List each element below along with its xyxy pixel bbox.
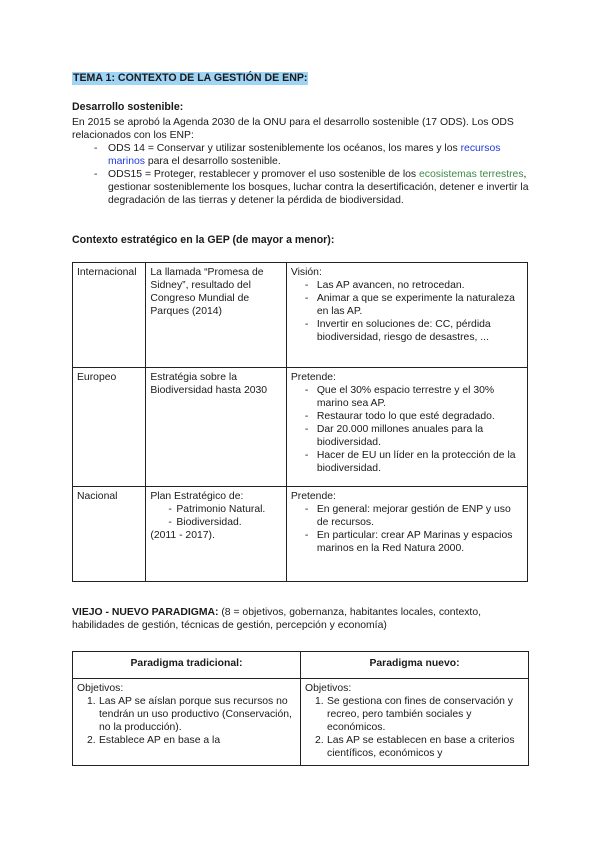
plan-cell: Estratégia sobre la Biodiversidad hasta 2030 <box>146 368 286 487</box>
paradigm-table <box>72 651 529 766</box>
item-text: Las AP se establecen en base a criterios científicos, económicos y <box>327 735 515 759</box>
list-item <box>305 695 524 734</box>
list-item: - Biodiversidad. <box>150 516 281 529</box>
list-item <box>77 695 296 734</box>
paradigm-heading: VIEJO - NUEVO PARADIGMA: <box>72 607 219 618</box>
goals-head: Pretende: <box>290 491 336 502</box>
table-row <box>73 679 529 766</box>
paradigm-intro <box>72 606 534 632</box>
list-item: - Animar a que se experimente la naturaleza en las AP. <box>291 292 523 318</box>
plan-head: Plan Estratégico de: <box>150 491 244 502</box>
ods15-item <box>72 168 534 207</box>
context-table <box>72 262 528 582</box>
list-item: - En particular: crear AP Marinas y espacios marinos en la Red Natura 2000. <box>291 529 523 555</box>
paradigm-description: (8 = objetivos, gobernanza, habitantes locales, contexto, habilidades de gestión, técnicas de gestión, percepción y economía) <box>72 607 481 631</box>
goals-head: Pretende: <box>290 372 336 383</box>
item-text: Se gestiona con fines de conservación y recreo, pero también sociales y económicos. <box>327 696 513 733</box>
old-objectives-head: Objetivos: <box>77 683 124 694</box>
goals-head: Visión: <box>290 267 322 278</box>
level-cell: Europeo <box>73 368 146 487</box>
list-item: - Que el 30% espacio terrestre y el 30% marino sea AP. <box>291 384 523 410</box>
sustainable-section <box>72 116 534 207</box>
list-item: - Hacer de EU un líder en la protección de la biodiversidad. <box>291 449 523 475</box>
column-header-new: Paradigma nuevo: <box>301 652 529 679</box>
recursos-marinos-link[interactable]: recursos marinos <box>108 143 501 167</box>
item-number: 2. <box>87 735 96 746</box>
table-header-row <box>73 652 529 679</box>
ecosistemas-terrestres-link[interactable]: ecosistemas terrestres <box>419 169 524 180</box>
item-number: 2. <box>315 735 324 746</box>
goals-cell <box>286 263 527 368</box>
item-number: 1. <box>315 696 324 707</box>
list-item: - Las AP avancen, no retrocedan. <box>291 279 523 292</box>
section-heading-sustainable: Desarrollo sostenible: <box>72 101 184 113</box>
table-row <box>73 263 528 368</box>
list-item <box>305 734 524 760</box>
level-cell: Internacional <box>73 263 146 368</box>
page-title: TEMA 1: CONTEXTO DE LA GESTIÓN DE ENP: <box>73 72 308 84</box>
ods14-text: ODS 14 = Conservar y utilizar sosteniblemente los océanos, los mares y los <box>108 143 461 154</box>
list-item: - Patrimonio Natural. <box>150 503 281 516</box>
item-text: Las AP se aíslan porque sus recursos no tendrán un uso productivo (Conservación, no la producción). <box>99 696 292 733</box>
ods14-item <box>72 142 534 168</box>
list-item: - Restaurar todo lo que esté degradado. <box>291 410 523 423</box>
goals-cell <box>286 368 527 487</box>
old-paradigm-cell <box>73 679 301 766</box>
ods15-text-end: , gestionar sosteniblemente los bosques, luchar contra la desertificación, detener e invertir la degradación de las tierras y detener la pérdida de biodiversidad. <box>108 169 529 206</box>
table-row <box>73 487 528 582</box>
plan-cell: La llamada “Promesa de Sidney”, resultado del Congreso Mundial de Parques (2014) <box>146 263 286 368</box>
plan-cell <box>146 487 286 582</box>
ods-list <box>72 142 534 207</box>
ods14-text-end: para el desarrollo sostenible. <box>144 156 281 167</box>
level-cell: Nacional <box>73 487 146 582</box>
item-number: 1. <box>87 696 96 707</box>
list-item <box>77 734 296 747</box>
section-heading-context: Contexto estratégico en la GEP (de mayor a menor): <box>72 234 335 246</box>
new-objectives-head: Objetivos: <box>305 683 352 694</box>
ods15-text: ODS15 = Proteger, restablecer y promover el uso sostenible de los <box>108 169 420 180</box>
plan-period: (2011 - 2017). <box>150 530 215 541</box>
table-row <box>73 368 528 487</box>
list-item: - Invertir en soluciones de: CC, pérdida biodiversidad, riesgo de desastres, ... <box>291 318 523 344</box>
goals-cell <box>286 487 527 582</box>
list-item: - En general: mejorar gestión de ENP y uso de recursos. <box>291 503 523 529</box>
column-header-old: Paradigma tradicional: <box>73 652 301 679</box>
sustainable-intro: En 2015 se aprobó la Agenda 2030 de la ONU para el desarrollo sostenible (17 ODS). Los ODS relacionados con los ENP: <box>72 117 514 141</box>
new-paradigm-cell <box>301 679 529 766</box>
item-text: Establece AP en base a la <box>99 735 221 746</box>
list-item: - Dar 20.000 millones anuales para la biodiversidad. <box>291 423 523 449</box>
